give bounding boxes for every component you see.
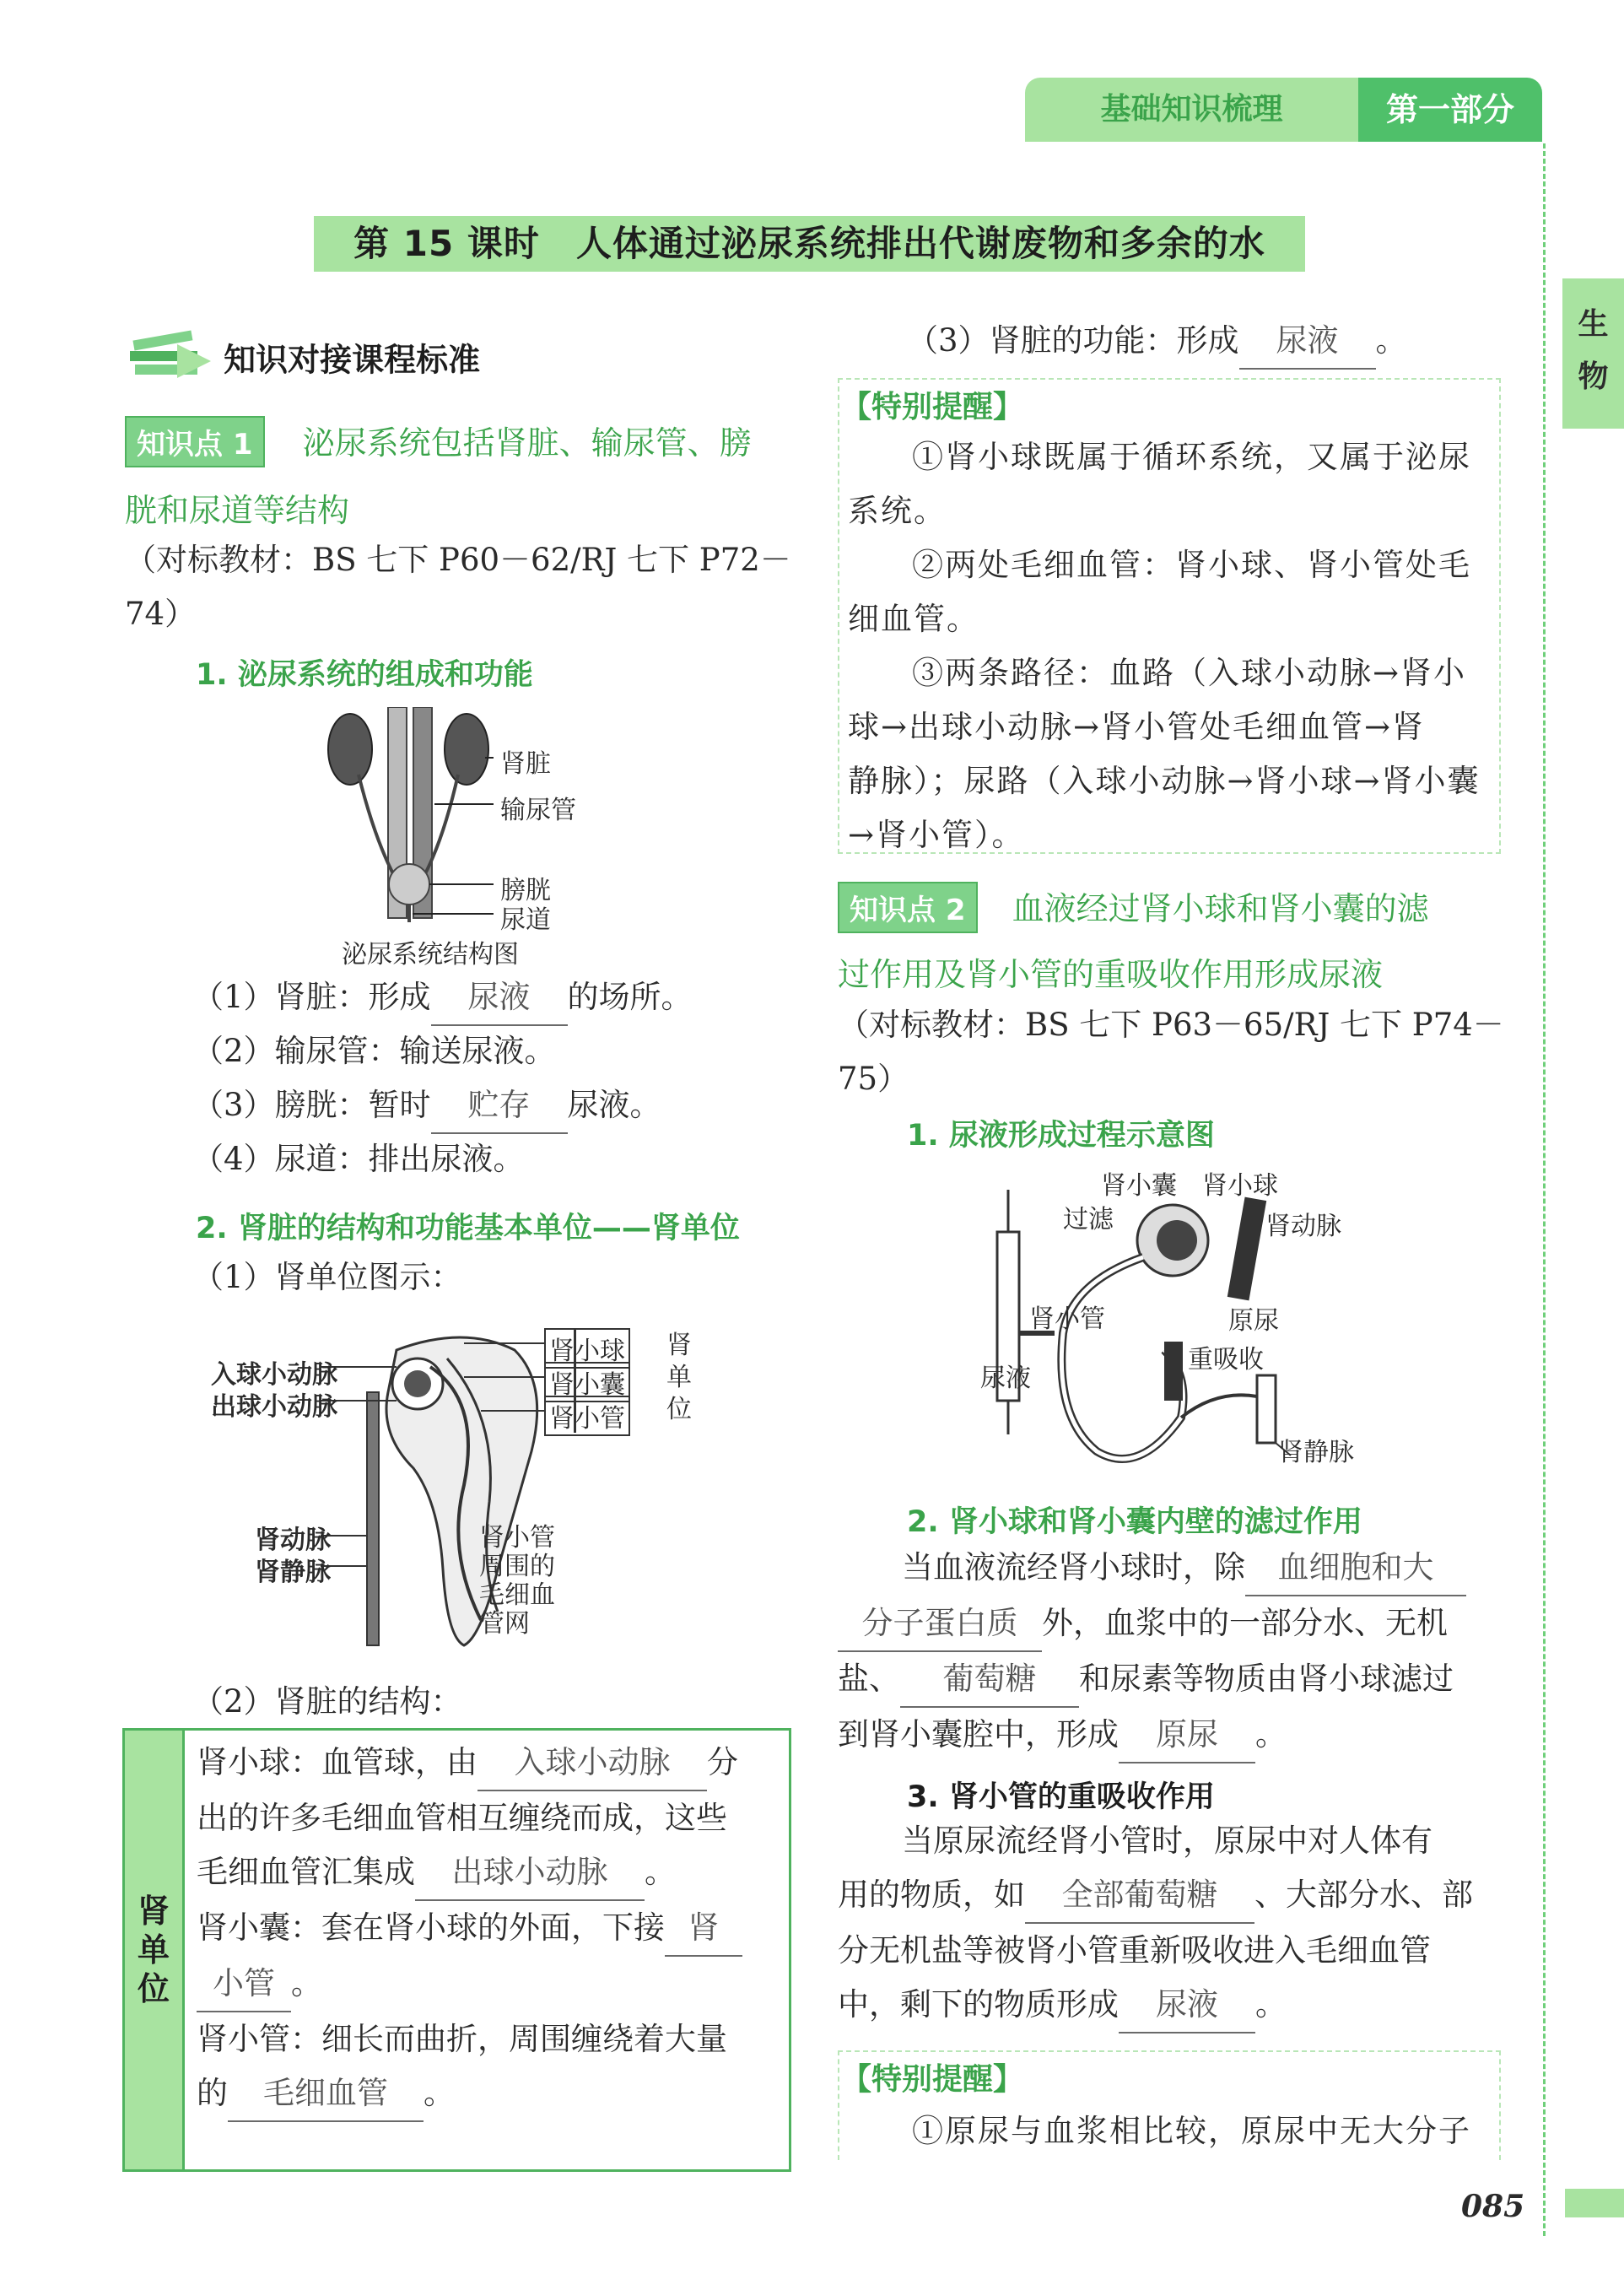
nephron-box-line-7 [197,2066,779,2122]
fig1-label-kidney: 肾脏 [500,749,551,779]
filtration-line-1-pre: 当血液流经肾小球时，除 [902,1549,1245,1585]
reabsorption-line-4 [838,1978,1504,2033]
fig2-box-tubule: 肾小管 [544,1396,630,1436]
fig3-label-renal-artery: 肾动脉 [1265,1212,1341,1241]
reabsorption-paragraph [838,1814,1504,2033]
nephron-box-blank-efferent: 出球小动脉 [415,1845,645,1901]
fig3-label-capsule: 肾小囊 [1101,1171,1177,1201]
books-icon [127,327,219,386]
fig2-capillary-line-4: 管网 [479,1609,530,1639]
fig3-label-filtration: 过滤 [1063,1205,1114,1234]
fig2-bracket-label [666,1330,692,1426]
kp1-item-1 [192,970,693,1026]
kp1-subheading-2: 2. 肾脏的结构和功能基本单位——肾单位 [196,1212,740,1245]
kp1-item-1-text: （1）肾脏：形成 [192,979,431,1015]
fig1-caption: 泌尿系统结构图 [342,940,519,969]
kp2-reference-line1: （对标教材：BS 七下 P63－65/RJ 七下 P74－ [838,1007,1504,1043]
kp1-reference-line2: 74） [125,596,197,632]
section-title: 知识对接课程标准 [224,341,481,379]
nephron-box-line-4-pre: 肾小囊：套在肾小球的外面，下接 [197,1909,665,1946]
reabsorption-line-4-pre: 中，剩下的物质形成 [838,1986,1119,2023]
fig2-bracket-char-3: 位 [666,1395,692,1424]
nephron-box-blank-capillary: 毛细血管 [228,2066,424,2122]
filtration-line-1 [838,1541,1504,1596]
nephron-box-blank-tubule-a: 肾 [665,1901,742,1957]
fig1-label-urethra: 尿道 [500,905,551,935]
kp1-title-line1: 泌尿系统包括肾脏、输尿管、膀 [302,424,752,462]
nephron-box-side-char-2: 单 [137,1931,170,1969]
nephron-box-line-7-pre: 的 [197,2075,228,2111]
fig2-capillary-label [479,1524,555,1639]
filtration-line-4-pre: 到肾小囊腔中，形成 [838,1716,1119,1753]
fig3-label-reabsorption: 重吸收 [1188,1345,1264,1375]
tip-box-1-text [848,430,1497,862]
reabsorption-line-1: 当原尿流经肾小管时，原尿中对人体有 [902,1823,1432,1859]
reabsorption-blank-2: 尿液 [1119,1978,1255,2033]
kp1-item-2: （2）输尿管：输送尿液。 [192,1033,556,1069]
reabsorption-line-2-post: 、大部分水、部 [1254,1877,1473,1913]
filtration-blank-2: 分子蛋白质 [838,1596,1042,1652]
fig2-label-efferent: 出球小动脉 [211,1392,337,1422]
filtration-line-4 [838,1708,1504,1763]
nephron-box-line-7-post: 。 [424,2075,455,2111]
tip-box-1-heading: 【特别提醒】 [841,390,1024,424]
nephron-box-line-3 [197,1845,779,1901]
nephron-box-blank-afferent: 入球小动脉 [477,1736,707,1791]
fig2-bracket-char-2: 单 [666,1363,692,1392]
kp1-reference-line1: （对标教材：BS 七下 P60－62/RJ 七下 P72－ [125,542,791,578]
kp1-item-3-blank: 贮存 [431,1078,568,1134]
fig3-label-tubule: 肾小管 [1029,1304,1105,1334]
tip1-line-3: ②两处毛细血管：肾小球、肾小管处毛 [912,547,1471,583]
filtration-line-3-pre: 盐、 [838,1661,900,1697]
tip1-line-5: ③两条路径：血路（入球小动脉→肾小 [912,655,1467,691]
tip1-line-1: ①肾小球既属于循环系统，又属于泌尿 [912,439,1471,475]
lesson-title: 第 15 课时 人体通过泌尿系统排出代谢废物和多余的水 [314,216,1305,272]
header-tab-basics: 基础知识梳理 [1025,78,1358,142]
kp1-item-3-text: （3）膀胱：暂时 [192,1087,431,1123]
nephron-box-line-5 [197,1957,779,2012]
kidney-function-blank: 尿液 [1239,314,1376,370]
filtration-paragraph [838,1541,1504,1763]
reabsorption-line-2-pre: 用的物质，如 [838,1877,1025,1913]
tip1-line-4: 细血管。 [848,601,979,637]
kp2-title-line1: 血液经过肾小球和肾小囊的滤 [1012,890,1429,927]
margin-dashed-line [1543,143,1546,2236]
subject-side-tab [1562,278,1624,429]
nephron-box-line-5-post: 。 [291,1965,322,2001]
tip-box-2-heading: 【特别提醒】 [841,2062,1024,2097]
fig2-box-capsule: 肾小囊 [544,1362,630,1402]
kp2-reference-line2: 75） [838,1061,909,1097]
fig2-capillary-line-2: 周围的 [479,1552,555,1581]
nephron-box-line-4 [197,1901,779,1957]
kidney-structure-caption: （2）肾脏的结构： [192,1683,462,1720]
reabsorption-line-4-post: 。 [1255,1986,1287,2023]
nephron-figure [211,1316,734,1671]
urine-formation-figure [970,1164,1367,1493]
page-number: 085 [1461,2189,1525,2224]
nephron-box-line-3-pre: 毛细血管汇集成 [197,1854,415,1890]
filtration-blank-1: 血细胞和大 [1245,1541,1466,1596]
nephron-box-blank-tubule-b: 小管 [197,1957,291,2012]
nephron-box-text [197,1736,779,2122]
kp1-item-1-post: 的场所。 [567,979,693,1015]
fig3-label-primary-urine: 原尿 [1228,1306,1279,1336]
kp1-item-1-blank: 尿液 [431,970,568,1026]
nephron-box-line-3-post: 。 [645,1854,676,1890]
kp2-subheading-3: 3. 肾小管的重吸收作用 [907,1780,1215,1814]
header-tab-part-one: 第一部分 [1358,78,1542,142]
tip-box-1 [838,378,1501,854]
kidney-function-line [907,314,1407,370]
kp1-item-4: （4）尿道：排出尿液。 [192,1141,525,1177]
kp2-title-line2: 过作用及肾小管的重吸收作用形成尿液 [838,956,1384,993]
tip1-line-6: 球→出球小动脉→肾小管处毛细血管→肾 [848,709,1426,745]
kp1-item-3-post: 尿液。 [567,1087,661,1123]
reabsorption-line-2 [838,1868,1504,1924]
filtration-line-2-post: 外，血浆中的一部分水、无机 [1042,1605,1448,1641]
kp2-subheading-2: 2. 肾小球和肾小囊内壁的滤过作用 [907,1505,1362,1539]
fig3-label-renal-vein: 肾静脉 [1278,1438,1354,1467]
nephron-box-side-char-3: 位 [137,1970,170,2007]
filtration-blank-4: 原尿 [1119,1708,1255,1763]
kp1-title-line2: 胱和尿道等结构 [125,492,350,529]
kidney-function-pre: （3）肾脏的功能：形成 [907,322,1239,359]
nephron-box-side-label [125,1731,185,2169]
reabsorption-line-3: 分无机盐等被肾小管重新吸收进入毛细血管 [838,1932,1431,1969]
fig3-label-urine: 尿液 [980,1364,1031,1393]
nephron-box-line-6: 肾小管：细长而曲折，周围缠绕着大量 [197,2021,727,2057]
filtration-line-3-post: 和尿素等物质由肾小球滤过 [1079,1661,1454,1697]
kp2-badge: 知识点 2 [838,882,978,933]
reabsorption-blank-1: 全部葡萄糖 [1025,1868,1254,1924]
fig1-label-bladder: 膀胱 [500,876,551,905]
urinary-system-figure [325,707,629,969]
filtration-line-4-post: 。 [1255,1716,1287,1753]
fig2-label-afferent: 入球小动脉 [211,1360,337,1390]
urinary-system-illustration [325,707,629,926]
nephron-box-line-1 [197,1736,779,1791]
tip1-line-2: 系统。 [848,493,947,529]
section-header [127,327,480,386]
kp2-header [838,882,1513,933]
fig1-label-ureter: 输尿管 [500,796,576,825]
tip1-line-8: →肾小管）。 [848,817,1025,853]
fig2-label-renal-vein: 肾静脉 [255,1558,331,1587]
tip1-line-7: 静脉）；尿路（入球小动脉→肾小球→肾小囊 [848,763,1481,799]
nephron-box-line-2: 出的许多毛细血管相互缠绕而成，这些 [197,1800,727,1836]
kidney-function-post: 。 [1375,322,1407,359]
nephron-figure-caption: （1）肾单位图示： [192,1259,462,1295]
footer-bar [1565,2189,1624,2217]
tip-box-2 [838,2050,1501,2160]
nephron-summary-box [122,1728,791,2172]
side-tab-char-1: 生 [1578,307,1609,342]
fig2-capillary-line-3: 毛细血 [479,1580,555,1610]
fig2-bracket-char-1: 肾 [666,1331,692,1360]
nephron-box-side-char-1: 肾 [137,1893,170,1930]
filtration-blank-3: 葡萄糖 [900,1652,1079,1708]
nephron-box-line-1-pre: 肾小球：血管球，由 [197,1744,477,1780]
filtration-line-3 [838,1652,1504,1708]
fig2-box-glomerulus: 肾小球 [544,1328,630,1369]
kp2-subheading-1: 1. 尿液形成过程示意图 [907,1119,1215,1153]
fig3-label-glomerulus: 肾小球 [1202,1171,1278,1201]
fig2-capillary-line-1: 肾小管 [479,1523,555,1553]
kp1-badge: 知识点 1 [125,416,265,467]
fig2-label-renal-artery: 肾动脉 [255,1526,331,1555]
filtration-line-2 [838,1596,1504,1652]
kp1-subheading-1: 1. 泌尿系统的组成和功能 [196,658,533,692]
nephron-box-line-1-post: 分 [707,1744,738,1780]
tip-box-2-line-1: ①原尿与血浆相比较，原尿中无大分子 [912,2113,1471,2149]
kp1-header [125,416,800,467]
kp1-item-3 [192,1078,661,1134]
side-tab-char-2: 物 [1578,359,1609,394]
